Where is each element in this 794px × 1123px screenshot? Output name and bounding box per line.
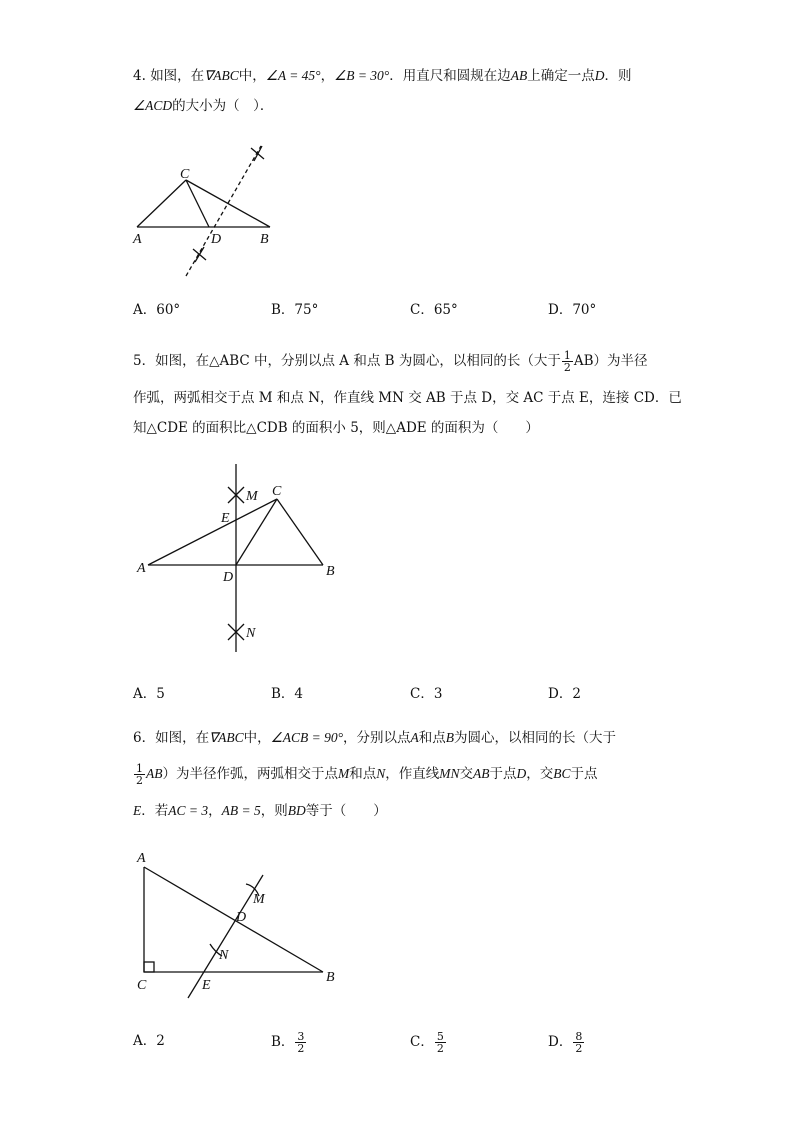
q5-fraction: $\frac{1}{2}$ bbox=[563, 349, 571, 374]
q6-label-e: E bbox=[202, 978, 211, 993]
q4-option-b[interactable]: B．75° bbox=[271, 302, 319, 318]
q4-label-c: C bbox=[180, 167, 190, 182]
q5-option-a[interactable]: A．5 bbox=[133, 686, 165, 702]
q5-option-b[interactable]: B．4 bbox=[271, 686, 304, 702]
q6-text-line1: 6．如图，在∇ABC中，∠ACB = 90°，分别以点A和点B为圆心，以相同的长（大于 bbox=[133, 730, 616, 746]
q6-side-ab bbox=[144, 867, 323, 972]
q6-label-m: M bbox=[253, 892, 265, 907]
q5-option-d[interactable]: D．2 bbox=[548, 686, 581, 702]
q4-option-a[interactable]: A．60° bbox=[133, 302, 181, 318]
q6-fraction: $\frac{1}{2}$ bbox=[136, 762, 143, 787]
q5-label-b: B bbox=[326, 564, 335, 579]
q5-label-e: E bbox=[221, 511, 230, 526]
q6-option-d-fraction: $\frac{8}{2}$ bbox=[575, 1030, 583, 1055]
q6-option-b[interactable]: B． $\frac{3}{2}$ bbox=[271, 1030, 305, 1055]
q6-option-a[interactable]: A．2 bbox=[133, 1033, 165, 1049]
q4-option-d[interactable]: D．70° bbox=[548, 302, 597, 318]
q4-label-b: B bbox=[260, 232, 269, 247]
q6-text-line2: $\frac{1}{2}$ AB）为半径作弧，两弧相交于点M和点N，作直线MN交AB于点D，交BC于点 bbox=[136, 762, 598, 787]
q5-text-line2: 作弧，两弧相交于点 M 和点 N，作直线 MN 交 AB 于点 D，交 AC 于点 E，连接 CD．已 bbox=[133, 390, 682, 406]
q6-line-mn bbox=[188, 875, 263, 998]
q5-label-m: M bbox=[246, 489, 258, 504]
q6-option-c-fraction: $\frac{5}{2}$ bbox=[436, 1030, 444, 1055]
q4-option-c[interactable]: C．65° bbox=[410, 302, 458, 318]
q5-text-line3: 知△CDE 的面积比△CDB 的面积小 5，则△ADE 的面积为（ ） bbox=[133, 420, 539, 436]
q6-label-c: C bbox=[137, 978, 147, 993]
q5-option-c[interactable]: C．3 bbox=[410, 686, 443, 702]
q5-label-d: D bbox=[223, 570, 234, 585]
q6-label-d: D bbox=[236, 910, 247, 925]
q4-label-d: D bbox=[211, 232, 222, 247]
q6-text-line3: E．若AC = 3，AB = 5，则BD等于（ ） bbox=[133, 803, 387, 819]
q5-text-line1: 5．如图，在△ABC 中，分别以点 A 和点 B 为圆心，以相同的长（大于 $\frac{1}{2}$ AB）为半径 bbox=[133, 349, 648, 374]
q6-option-c[interactable]: C． $\frac{5}{2}$ bbox=[410, 1030, 444, 1055]
q4-label-a: A bbox=[133, 232, 142, 247]
q5-label-c: C bbox=[272, 484, 282, 499]
q6-label-b: B bbox=[326, 970, 335, 985]
q6-right-angle-mark bbox=[144, 962, 154, 972]
q4-text-line1: 4. 如图，在∇ABC中，∠A = 45°，∠B = 30°．用直尺和圆规在边AB上确定一点D．则 bbox=[133, 68, 632, 84]
q6-label-a: A bbox=[137, 851, 146, 866]
q6-option-d[interactable]: D． $\frac{8}{2}$ bbox=[548, 1030, 583, 1055]
q6-option-b-fraction: $\frac{3}{2}$ bbox=[297, 1030, 305, 1055]
q5-label-n: N bbox=[246, 626, 256, 641]
q4-text-line2: ∠ACD的大小为（ ）． bbox=[133, 98, 274, 114]
q6-label-n: N bbox=[219, 948, 229, 963]
q5-label-a: A bbox=[137, 561, 146, 576]
q4-number: 4. bbox=[133, 68, 146, 84]
